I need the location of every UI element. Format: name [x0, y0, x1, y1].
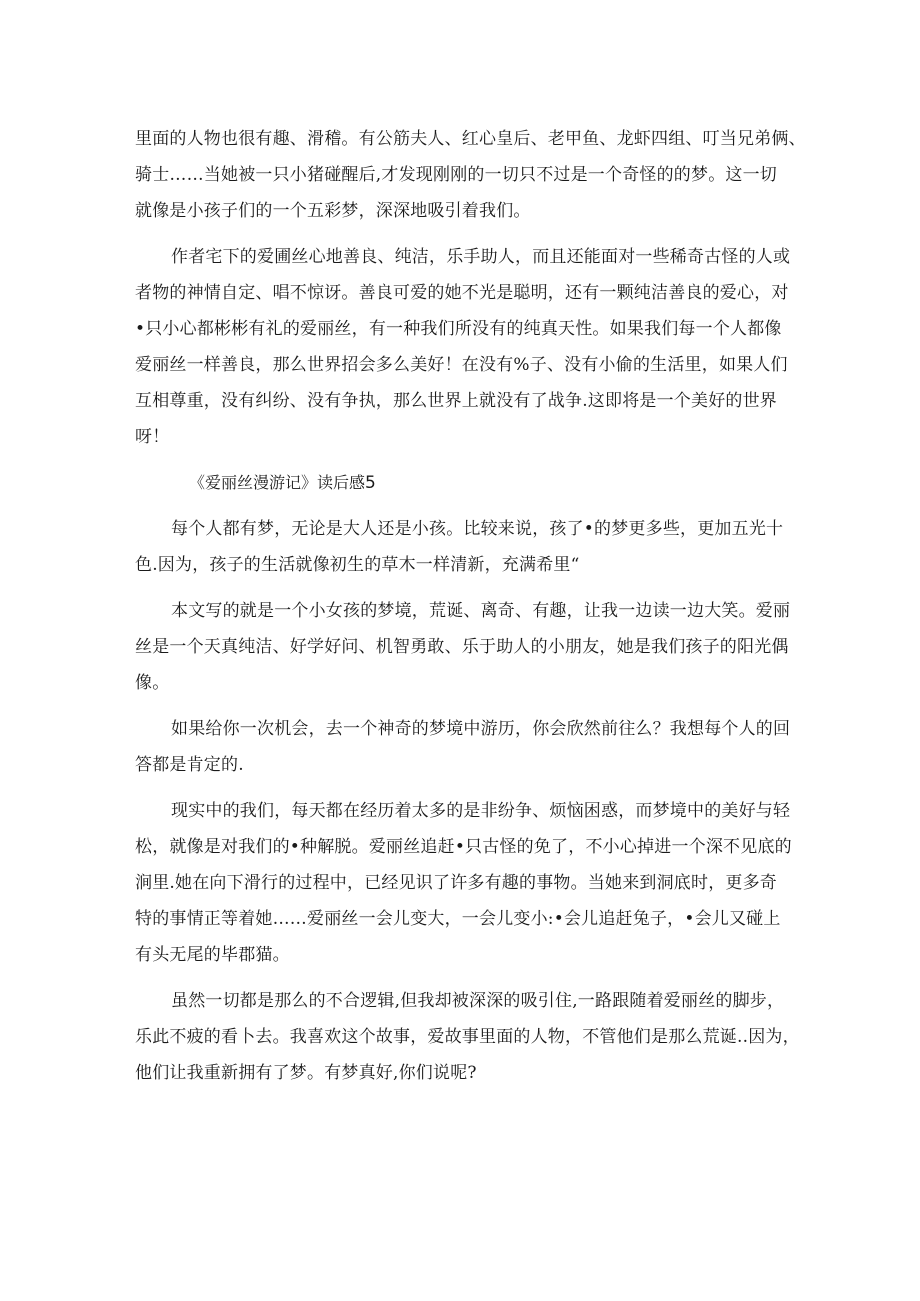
text-line: 答都是肯定的.	[135, 755, 244, 775]
section-heading-number: 5	[365, 473, 376, 493]
text-line: 有头无尾的毕郡猫。	[135, 945, 290, 965]
text-line: 本文写的就是一个小女孩的梦境，荒诞、离奇、有趣，让我一边读一边大笑。爱丽	[171, 601, 791, 621]
text-line: 色.因为，孩子的生活就像初生的草木一样清新，充满希里“	[135, 555, 580, 575]
text-line: 特的事情正等着她……爱丽丝一会儿变大，一会儿变小:•会儿追赶兔子，•会儿又碰上	[135, 909, 781, 929]
text-line: 呀！	[135, 427, 170, 447]
text-line: 每个人都有梦，无论是大人还是小孩。比较来说，孩了•的梦更多些，更加五光十	[171, 519, 784, 539]
paragraph-alice-kindness	[135, 239, 791, 455]
paragraph-reality-vs-dream	[135, 793, 792, 973]
text-line: 就像是小孩子们的一个五彩梦，深深地吸引着我们。	[135, 201, 531, 221]
text-line: 互相尊重，没有纠纷、没有争执，那么世界上就没有了战争.这即将是一个美好的世界	[135, 391, 778, 411]
text-line: 作者宅下的爱圃丝心地善良、纯洁，乐手助人，而且还能面对一些稀奇古怪的人或	[171, 247, 791, 267]
paragraph-everyone-dreams	[135, 511, 784, 583]
text-line: 爱丽丝一样善良，那么世界招会多么美好！在没有%子、没有小偷的生活里，如果人们	[135, 355, 788, 375]
text-line: 像。	[135, 673, 170, 693]
text-line: 现实中的我们，每天都在经历着太多的是非纷争、烦恼困惑，而梦境中的美好与轻	[171, 801, 791, 821]
section-heading	[135, 465, 780, 501]
text-line: 松，就像是对我们的•种解脱。爱丽丝追赶•只古怪的免了，不小心掉进一个深不见底的	[135, 837, 792, 857]
text-line: 如果给你一次机会，去一个神奇的梦境中游历，你会欣然前往么？我想每个人的回	[171, 719, 791, 739]
paragraph-dream-chance	[135, 711, 791, 783]
paragraph-conclusion	[135, 983, 800, 1091]
text-line: 者物的神情自定、唱不惊讶。善良可爱的她不光是聪明，还有一颗纯洁善良的爱心，对	[135, 283, 789, 303]
section-heading-text: 《爱丽丝漫游记》读后感	[189, 473, 366, 492]
paragraph-girl-dream	[135, 593, 791, 701]
text-line: 乐此不疲的看卜去。我喜欢这个故事，爱故事里面的人物，不管他们是那么荒诞..因为，	[135, 1027, 800, 1047]
document-body	[135, 121, 806, 1101]
text-line: 他们让我重新拥有了梦。有梦真好,你们说呢?	[135, 1063, 477, 1083]
paragraph-story-characters	[135, 121, 806, 229]
text-line: 虽然一切都是那么的不合逻辑,但我却被深深的吸引住,一路跟随着爱丽丝的脚步，	[171, 991, 785, 1011]
text-line: 涧里.她在向下滑行的过程中，已经见识了许多有趣的事物。当她来到洞底时，更多奇	[135, 873, 778, 893]
text-line: 骑士……当她被一只小猪碰醒后,才发现刚刚的一切只不过是一个奇怪的的梦。这一切	[135, 165, 778, 185]
text-line: 丝是一个天真纯洁、好学好问、机智勇敢、乐于助人的小朋友，她是我们孩子的阳光偶	[135, 637, 789, 657]
text-line: 里面的人物也很有趣、滑稽。有公筋夫人、红心皇后、老甲鱼、龙虾四组、叮当兄弟俩、	[135, 129, 806, 149]
text-line: •只小心都彬彬有礼的爱丽丝，有一种我们所没有的纯真天性。如果我们每一个人都像	[135, 319, 782, 339]
